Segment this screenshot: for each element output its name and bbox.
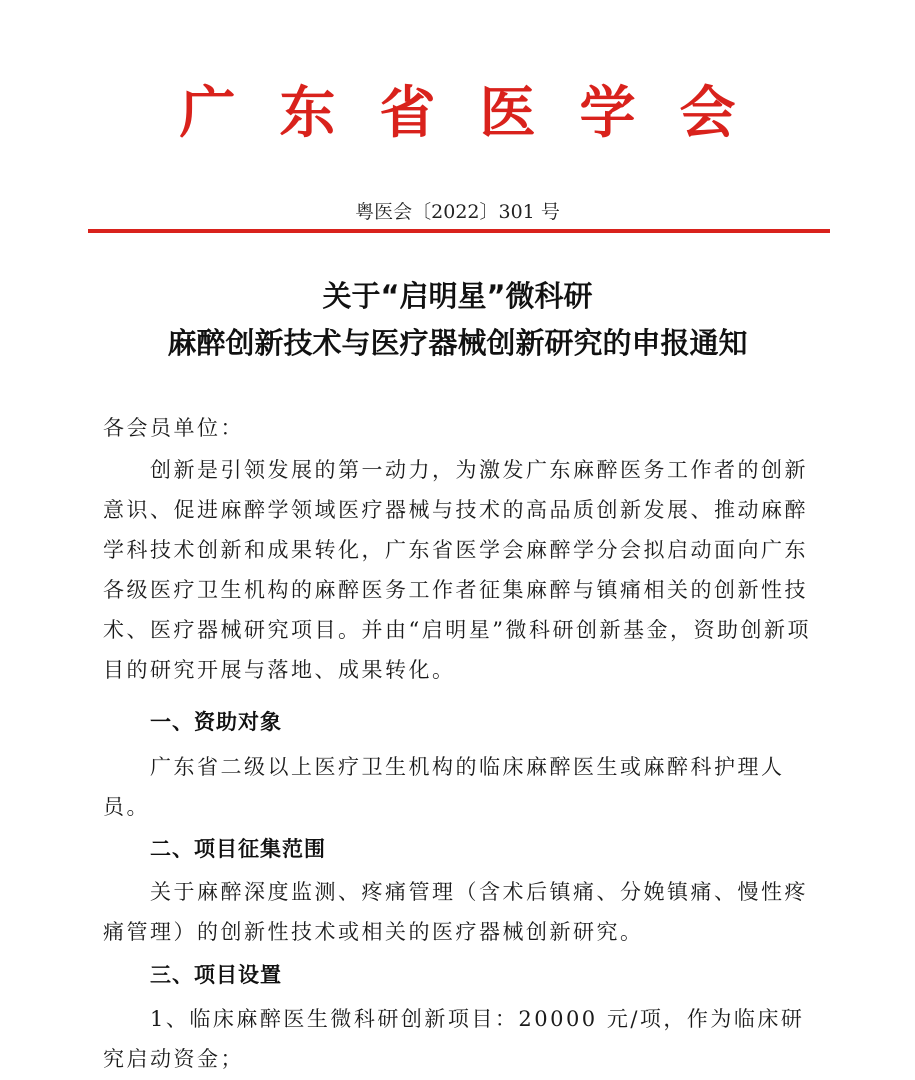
section-1-paragraph: 广东省二级以上医疗卫生机构的临床麻醉医生或麻醉科护理人员。 [103,755,785,819]
red-divider-line [88,229,830,233]
salutation: 各会员单位： [103,416,244,440]
document-number: 粤医会〔2022〕301 号 [355,201,560,223]
section-1-heading: 一、资助对象 [150,710,282,734]
org-name-header: 广东省医学会 [179,80,780,146]
document-title-line-2: 麻醉创新技术与医疗器械创新研究的申报通知 [167,326,748,360]
intro-paragraph: 创新是引领发展的第一动力，为激发广东麻醉医务工作者的创新意识、促进麻醉学领域医疗器械与技术的高品质创新发展、推动麻醉学科技术创新和成果转化，广东省医学会麻醉学分会拟启动面向广东各级医疗卫生机构的麻醉医务工作者征集麻醉与镇痛相关的创新性技术、医疗器械研究项目。并由“启明星”微科研创新基金，资助创新项目的研究开展与落地、成果转化。 [103,458,811,682]
section-2-heading: 二、项目征集范围 [150,837,326,861]
section-3-item-1: 1、临床麻醉医生微科研创新项目：20000 元/项，作为临床研究启动资金； [103,1007,805,1071]
section-2-paragraph: 关于麻醉深度监测、疼痛管理（含术后镇痛、分娩镇痛、慢性疼痛管理）的创新性技术或相关的医疗器械创新研究。 [103,880,808,944]
section-3-heading: 三、项目设置 [150,963,282,987]
document-title-line-1: 关于“启明星”微科研 [322,279,593,313]
